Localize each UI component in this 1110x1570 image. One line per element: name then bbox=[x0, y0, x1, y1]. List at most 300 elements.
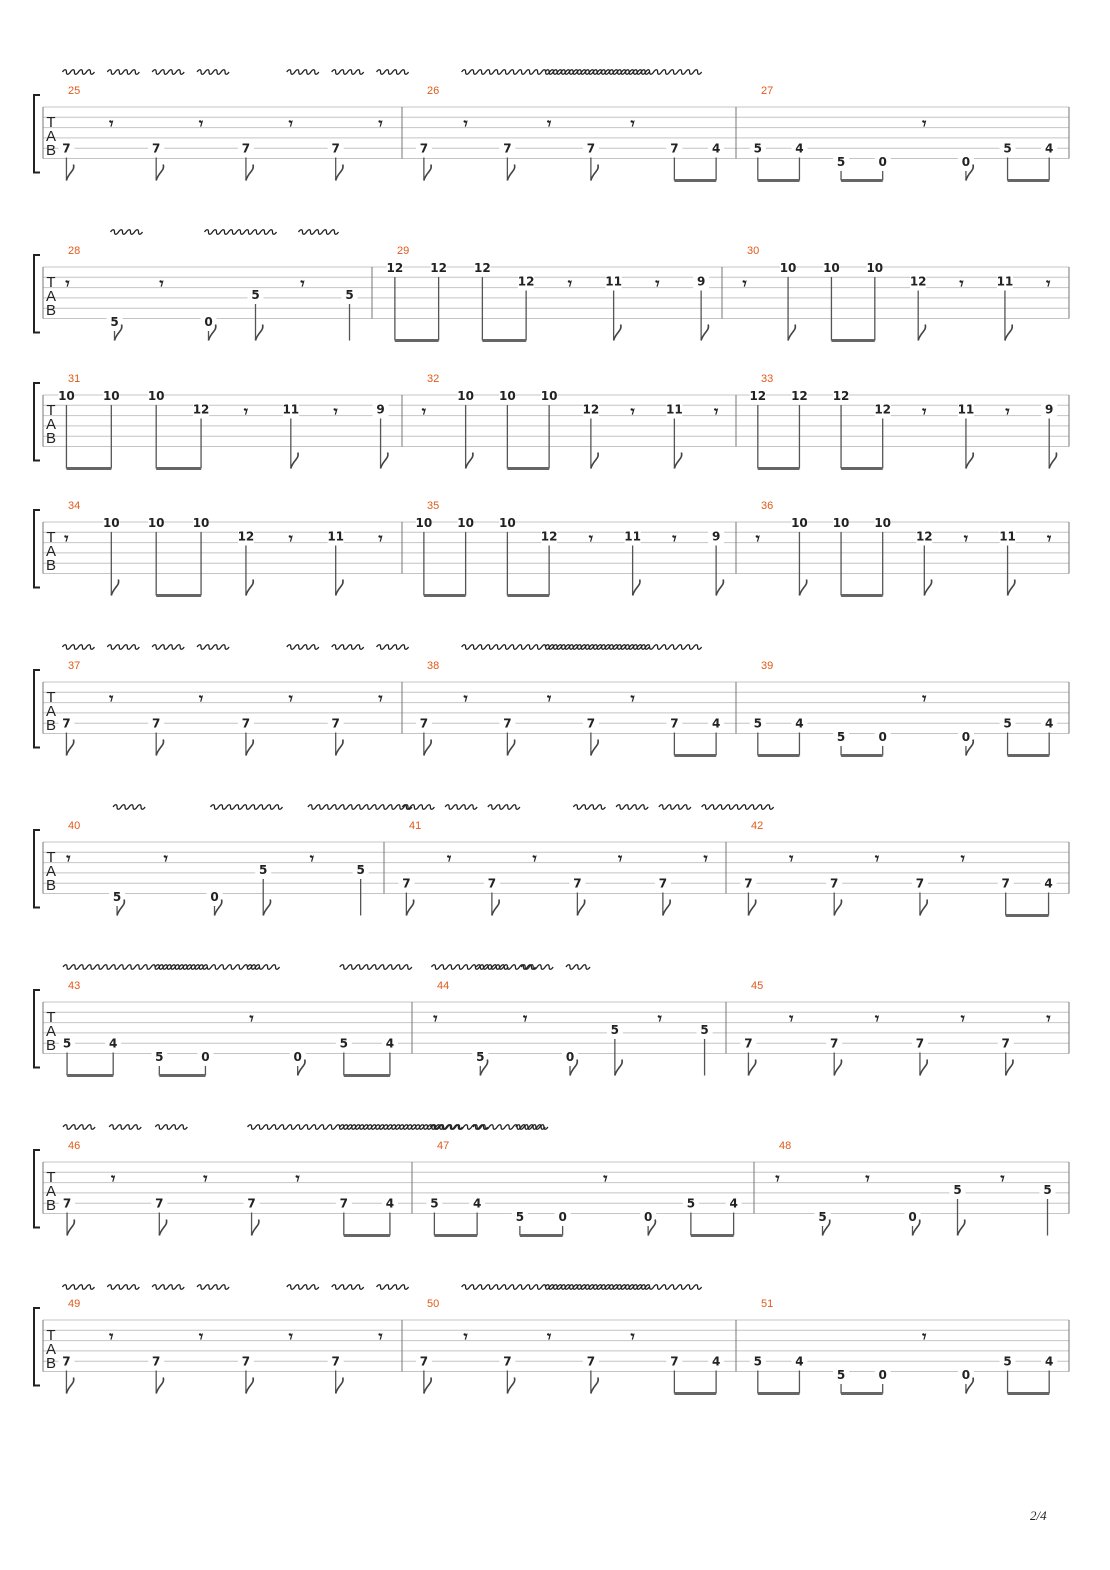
eighth-rest: 𝄾 bbox=[1046, 1009, 1051, 1028]
eighth-rest: 𝄾 bbox=[960, 849, 965, 868]
fret-number: 7 bbox=[915, 876, 925, 891]
fret-number: 5 bbox=[753, 141, 762, 156]
note-flag bbox=[156, 165, 163, 181]
vibrato-mark bbox=[445, 805, 477, 810]
fret-number: 4 bbox=[711, 716, 721, 731]
fret-number: 9 bbox=[711, 529, 721, 544]
fret-number: 0 bbox=[961, 730, 971, 744]
note-flag bbox=[614, 325, 621, 341]
fret-number: 5 bbox=[430, 1196, 439, 1211]
fret-number: 12 bbox=[386, 261, 404, 275]
eighth-rest: 𝄾 bbox=[243, 402, 249, 421]
note-flag bbox=[834, 1060, 841, 1076]
fret-number: 10 bbox=[779, 261, 797, 275]
measure-number: 29 bbox=[397, 245, 410, 257]
tab-clef-letter: B bbox=[45, 302, 57, 319]
note-flag bbox=[256, 325, 263, 341]
fret-number: 7 bbox=[331, 716, 340, 731]
fret-number: 7 bbox=[586, 716, 596, 731]
measure-number: 28 bbox=[68, 245, 81, 257]
system-bracket bbox=[34, 95, 40, 173]
fret-number: 5 bbox=[953, 1183, 962, 1197]
measure-number: 42 bbox=[751, 820, 764, 832]
vibrato-mark bbox=[377, 645, 409, 650]
measure-number: 40 bbox=[68, 820, 81, 832]
vibrato-mark bbox=[197, 70, 229, 75]
tab-system bbox=[34, 805, 1069, 916]
note-flag bbox=[156, 1378, 163, 1394]
tab-clef-letter: B bbox=[45, 557, 57, 574]
tab-clef-letter: A bbox=[45, 703, 57, 720]
eighth-rest: 𝄾 bbox=[546, 1327, 552, 1346]
eighth-rest: 𝄾 bbox=[198, 689, 204, 708]
vibrato-mark bbox=[109, 1125, 141, 1130]
eighth-rest: 𝄾 bbox=[288, 529, 293, 548]
fret-number: 12 bbox=[237, 529, 255, 544]
fret-number: 12 bbox=[832, 389, 850, 403]
note-flag bbox=[246, 1378, 253, 1394]
vibrato-mark bbox=[287, 1285, 319, 1290]
fret-number: 5 bbox=[345, 288, 354, 302]
eighth-rest: 𝄾 bbox=[617, 849, 623, 868]
fret-number: 10 bbox=[823, 261, 840, 275]
eighth-rest: 𝄾 bbox=[1046, 274, 1051, 293]
fret-number: 7 bbox=[503, 716, 512, 731]
vibrato-mark bbox=[62, 645, 94, 650]
tab-clef-letter: T bbox=[46, 1009, 56, 1026]
fret-number: 7 bbox=[419, 1354, 429, 1369]
note-flag bbox=[246, 165, 253, 181]
fret-number: 7 bbox=[419, 141, 429, 156]
note-flag bbox=[252, 1220, 259, 1236]
fret-number: 4 bbox=[795, 716, 804, 731]
eighth-rest: 𝄾 bbox=[446, 849, 452, 868]
eighth-rest: 𝄾 bbox=[567, 274, 573, 293]
eighth-rest: 𝄾 bbox=[163, 849, 168, 868]
measure-number: 31 bbox=[68, 373, 81, 385]
fret-number: 0 bbox=[878, 155, 887, 169]
tab-clef-letter: T bbox=[46, 529, 56, 546]
fret-number: 4 bbox=[729, 1196, 738, 1211]
eighth-rest: 𝄾 bbox=[421, 402, 427, 421]
eighth-rest: 𝄾 bbox=[309, 849, 315, 868]
fret-number: 10 bbox=[832, 516, 850, 530]
fret-number: 0 bbox=[565, 1050, 575, 1064]
eighth-rest: 𝄾 bbox=[922, 402, 927, 421]
note-flag bbox=[633, 580, 640, 596]
eighth-rest: 𝄾 bbox=[288, 114, 293, 133]
measure-number: 36 bbox=[761, 500, 774, 512]
eighth-rest: 𝄾 bbox=[960, 1009, 965, 1028]
fret-number: 11 bbox=[957, 402, 975, 417]
fret-number: 7 bbox=[744, 1036, 753, 1051]
note-flag bbox=[1008, 580, 1015, 596]
note-flag bbox=[381, 453, 388, 469]
fret-number: 7 bbox=[152, 1354, 161, 1369]
fret-number: 5 bbox=[818, 1210, 827, 1224]
measure-number: 47 bbox=[437, 1140, 450, 1152]
system-bracket bbox=[34, 510, 40, 588]
tab-clef-letter: T bbox=[46, 1169, 56, 1186]
eighth-rest: 𝄾 bbox=[546, 689, 552, 708]
note-flag bbox=[920, 1060, 927, 1076]
note-flag bbox=[67, 1220, 74, 1236]
fret-number: 0 bbox=[643, 1210, 653, 1224]
vibrato-mark bbox=[62, 1285, 94, 1290]
measure-number: 43 bbox=[68, 980, 81, 992]
fret-number: 0 bbox=[201, 1050, 210, 1064]
eighth-rest: 𝄾 bbox=[922, 1327, 927, 1346]
vibrato-mark bbox=[377, 70, 409, 75]
vibrato-mark bbox=[340, 965, 412, 970]
fret-number: 7 bbox=[915, 1036, 925, 1051]
vibrato-mark bbox=[155, 1125, 187, 1130]
tab-clef-letter: B bbox=[45, 1037, 57, 1054]
eighth-rest: 𝄾 bbox=[713, 402, 719, 421]
fret-number: 7 bbox=[62, 1196, 72, 1211]
fret-number: 11 bbox=[282, 402, 300, 417]
measure-number: 26 bbox=[427, 85, 440, 97]
vibrato-mark bbox=[107, 645, 139, 650]
fret-number: 5 bbox=[1003, 716, 1012, 731]
fret-number: 7 bbox=[670, 1354, 679, 1369]
eighth-rest: 𝄾 bbox=[789, 1009, 794, 1028]
eighth-rest: 𝄾 bbox=[523, 1009, 528, 1028]
vibrato-mark bbox=[287, 70, 319, 75]
eighth-rest: 𝄾 bbox=[532, 849, 537, 868]
fret-number: 10 bbox=[58, 389, 75, 403]
eighth-rest: 𝄾 bbox=[1005, 402, 1010, 421]
fret-number: 5 bbox=[155, 1050, 164, 1064]
tab-clef-letter: T bbox=[46, 1327, 56, 1344]
note-flag bbox=[1005, 325, 1012, 341]
measure-number: 32 bbox=[427, 373, 440, 385]
vibrato-mark bbox=[152, 1285, 184, 1290]
fret-number: 11 bbox=[666, 402, 683, 417]
note-flag bbox=[424, 740, 431, 756]
fret-number: 5 bbox=[610, 1023, 620, 1037]
fret-number: 0 bbox=[558, 1210, 567, 1224]
fret-number: 10 bbox=[102, 516, 120, 530]
vibrato-mark bbox=[197, 645, 229, 650]
fret-number: 12 bbox=[915, 529, 933, 544]
vibrato-mark bbox=[107, 70, 139, 75]
fret-number: 4 bbox=[385, 1196, 395, 1211]
fret-number: 5 bbox=[700, 1023, 709, 1037]
vibrato-mark bbox=[616, 805, 648, 810]
tab-system bbox=[34, 70, 1069, 181]
eighth-rest: 𝄾 bbox=[775, 1169, 780, 1188]
fret-number: 9 bbox=[1045, 402, 1054, 417]
note-flag bbox=[507, 740, 514, 756]
note-flag bbox=[920, 900, 927, 916]
fret-number: 9 bbox=[376, 402, 385, 417]
eighth-rest: 𝄾 bbox=[288, 689, 293, 708]
fret-number: 12 bbox=[791, 389, 808, 403]
eighth-rest: 𝄾 bbox=[198, 114, 204, 133]
tab-clef-letter: B bbox=[45, 430, 57, 447]
note-flag bbox=[701, 325, 708, 341]
fret-number: 10 bbox=[457, 516, 474, 530]
fret-number: 5 bbox=[753, 1354, 762, 1369]
eighth-rest: 𝄾 bbox=[922, 689, 927, 708]
vibrato-mark bbox=[702, 805, 774, 810]
vibrato-mark bbox=[573, 805, 605, 810]
fret-number: 7 bbox=[1001, 1036, 1010, 1051]
fret-number: 4 bbox=[385, 1036, 395, 1051]
fret-number: 10 bbox=[540, 389, 558, 403]
fret-number: 4 bbox=[109, 1036, 118, 1051]
fret-number: 7 bbox=[830, 876, 839, 891]
eighth-rest: 𝄾 bbox=[874, 1009, 880, 1028]
note-flag bbox=[424, 165, 431, 181]
eighth-rest: 𝄾 bbox=[630, 402, 635, 421]
tab-system bbox=[34, 500, 1069, 596]
fret-number: 10 bbox=[415, 516, 433, 530]
fret-number: 5 bbox=[1003, 1354, 1012, 1369]
eighth-rest: 𝄾 bbox=[603, 1169, 608, 1188]
fret-number: 0 bbox=[908, 1210, 917, 1224]
tab-clef-letter: B bbox=[45, 1355, 57, 1372]
note-flag bbox=[159, 1220, 166, 1236]
fret-number: 11 bbox=[624, 529, 641, 544]
eighth-rest: 𝄾 bbox=[630, 114, 635, 133]
vibrato-mark bbox=[308, 805, 412, 810]
tab-clef-letter: T bbox=[46, 114, 56, 131]
system-bracket bbox=[34, 1308, 40, 1386]
fret-number: 5 bbox=[836, 730, 846, 744]
vibrato-mark bbox=[197, 1285, 229, 1290]
tab-clef-letter: A bbox=[45, 1023, 57, 1040]
fret-number: 10 bbox=[499, 516, 516, 530]
measure-number: 39 bbox=[761, 660, 774, 672]
system-bracket bbox=[34, 990, 40, 1068]
note-flag bbox=[336, 580, 343, 596]
fret-number: 5 bbox=[1003, 141, 1012, 156]
fret-number: 11 bbox=[605, 274, 622, 289]
vibrato-mark bbox=[63, 1125, 95, 1130]
eighth-rest: 𝄾 bbox=[64, 529, 69, 548]
system-bracket bbox=[34, 670, 40, 748]
fret-number: 12 bbox=[749, 389, 767, 403]
tab-system bbox=[34, 1285, 1069, 1394]
vibrato-mark bbox=[111, 230, 143, 235]
eighth-rest: 𝄾 bbox=[463, 689, 468, 708]
fret-number: 0 bbox=[878, 1368, 887, 1382]
fret-number: 5 bbox=[251, 288, 260, 302]
eighth-rest: 𝄾 bbox=[433, 1009, 438, 1028]
eighth-rest: 𝄾 bbox=[300, 274, 305, 293]
note-flag bbox=[291, 453, 298, 469]
eighth-rest: 𝄾 bbox=[789, 849, 794, 868]
fret-number: 5 bbox=[836, 155, 846, 169]
eighth-rest: 𝄾 bbox=[546, 114, 552, 133]
note-flag bbox=[674, 453, 681, 469]
fret-number: 5 bbox=[1043, 1183, 1052, 1197]
vibrato-mark bbox=[211, 805, 283, 810]
fret-number: 10 bbox=[499, 389, 516, 403]
fret-number: 10 bbox=[147, 516, 165, 530]
eighth-rest: 𝄾 bbox=[463, 114, 468, 133]
fret-number: 7 bbox=[331, 141, 340, 156]
fret-number: 7 bbox=[503, 141, 512, 156]
measure-number: 50 bbox=[427, 1298, 440, 1310]
fret-number: 0 bbox=[878, 730, 887, 744]
measure-number: 27 bbox=[761, 85, 774, 97]
fret-number: 7 bbox=[152, 716, 161, 731]
note-flag bbox=[424, 1378, 431, 1394]
fret-number: 7 bbox=[241, 141, 251, 156]
fret-number: 7 bbox=[152, 141, 161, 156]
note-flag bbox=[716, 580, 723, 596]
tab-clef-letter: B bbox=[45, 1197, 57, 1214]
fret-number: 7 bbox=[331, 1354, 340, 1369]
eighth-rest: 𝄾 bbox=[288, 1327, 293, 1346]
vibrato-mark bbox=[113, 805, 145, 810]
fret-number: 12 bbox=[430, 261, 447, 275]
tab-system bbox=[34, 645, 1069, 756]
fret-number: 0 bbox=[961, 155, 971, 169]
fret-number: 7 bbox=[573, 876, 582, 891]
note-flag bbox=[918, 325, 925, 341]
fret-number: 7 bbox=[658, 876, 668, 891]
eighth-rest: 𝄾 bbox=[630, 689, 635, 708]
tab-clef-letter: B bbox=[45, 877, 57, 894]
system-bracket bbox=[34, 830, 40, 908]
tab-clef-letter: B bbox=[45, 142, 57, 159]
measure-number: 30 bbox=[747, 245, 760, 257]
tab-system bbox=[34, 965, 1069, 1076]
fret-number: 10 bbox=[147, 389, 165, 403]
eighth-rest: 𝄾 bbox=[655, 274, 660, 293]
fret-number: 5 bbox=[686, 1196, 696, 1211]
system-bracket bbox=[34, 383, 40, 461]
fret-number: 4 bbox=[795, 141, 804, 156]
tab-clef-letter: B bbox=[45, 717, 57, 734]
note-flag bbox=[958, 1220, 965, 1236]
system-bracket bbox=[34, 255, 40, 333]
tab-clef-letter: A bbox=[45, 863, 57, 880]
fret-number: 7 bbox=[62, 716, 71, 731]
tab-clef-letter: T bbox=[46, 402, 56, 419]
note-flag bbox=[1006, 1060, 1013, 1076]
note-flag bbox=[834, 900, 841, 916]
vibrato-mark bbox=[488, 805, 520, 810]
fret-number: 10 bbox=[874, 516, 892, 530]
eighth-rest: 𝄾 bbox=[742, 274, 747, 293]
note-flag bbox=[507, 165, 514, 181]
fret-number: 7 bbox=[247, 1196, 256, 1211]
fret-number: 10 bbox=[192, 516, 210, 530]
fret-number: 11 bbox=[996, 274, 1014, 289]
fret-number: 5 bbox=[515, 1210, 525, 1224]
measure-number: 46 bbox=[68, 1140, 81, 1152]
fret-number: 12 bbox=[540, 529, 558, 544]
fret-number: 12 bbox=[517, 274, 535, 289]
vibrato-mark bbox=[332, 1285, 364, 1290]
vibrato-mark bbox=[659, 805, 691, 810]
measure-number: 41 bbox=[409, 820, 422, 832]
eighth-rest: 𝄾 bbox=[249, 1009, 254, 1028]
tab-clef-letter: A bbox=[45, 543, 57, 560]
note-flag bbox=[466, 453, 473, 469]
tab-clef-letter: T bbox=[46, 689, 56, 706]
fret-number: 4 bbox=[472, 1196, 482, 1211]
fret-number: 5 bbox=[110, 315, 119, 329]
fret-number: 5 bbox=[339, 1036, 348, 1051]
measure-number: 35 bbox=[427, 500, 440, 512]
note-flag bbox=[799, 580, 806, 596]
note-flag bbox=[336, 165, 343, 181]
measure-number: 37 bbox=[68, 660, 81, 672]
system-bracket bbox=[34, 1150, 40, 1228]
fret-number: 4 bbox=[795, 1354, 804, 1369]
note-flag bbox=[246, 740, 253, 756]
tab-system bbox=[34, 1125, 1069, 1236]
measure-number: 33 bbox=[761, 373, 774, 385]
eighth-rest: 𝄾 bbox=[588, 529, 594, 548]
fret-number: 12 bbox=[192, 402, 210, 417]
fret-number: 4 bbox=[1045, 1354, 1054, 1369]
fret-number: 11 bbox=[999, 529, 1016, 544]
eighth-rest: 𝄾 bbox=[159, 274, 164, 293]
eighth-rest: 𝄾 bbox=[65, 274, 70, 293]
note-flag bbox=[788, 325, 795, 341]
vibrato-mark bbox=[287, 645, 319, 650]
eighth-rest: 𝄾 bbox=[657, 1009, 662, 1028]
fret-number: 10 bbox=[866, 261, 884, 275]
note-flag bbox=[66, 740, 73, 756]
eighth-rest: 𝄾 bbox=[333, 402, 338, 421]
note-flag bbox=[591, 453, 598, 469]
note-flag bbox=[748, 900, 755, 916]
eighth-rest: 𝄾 bbox=[865, 1169, 870, 1188]
eighth-rest: 𝄾 bbox=[378, 529, 383, 548]
measure-number: 51 bbox=[761, 1298, 774, 1310]
vibrato-mark bbox=[152, 645, 184, 650]
vibrato-mark bbox=[332, 645, 364, 650]
fret-number: 0 bbox=[210, 890, 219, 904]
note-flag bbox=[966, 453, 973, 469]
note-flag bbox=[615, 1060, 622, 1076]
fret-number: 7 bbox=[241, 1354, 251, 1369]
fret-number: 7 bbox=[62, 141, 71, 156]
note-flag bbox=[591, 1378, 598, 1394]
vibrato-mark bbox=[566, 965, 590, 970]
vibrato-mark bbox=[377, 1285, 409, 1290]
note-flag bbox=[591, 740, 598, 756]
note-flag bbox=[748, 1060, 755, 1076]
note-flag bbox=[663, 900, 670, 916]
fret-number: 0 bbox=[204, 315, 213, 329]
eighth-rest: 𝄾 bbox=[703, 849, 708, 868]
note-flag bbox=[336, 1378, 343, 1394]
tab-system bbox=[34, 230, 1069, 341]
eighth-rest: 𝄾 bbox=[630, 1327, 635, 1346]
fret-number: 7 bbox=[339, 1196, 348, 1211]
eighth-rest: 𝄾 bbox=[959, 274, 964, 293]
note-flag bbox=[156, 740, 163, 756]
fret-number: 12 bbox=[582, 402, 600, 417]
eighth-rest: 𝄾 bbox=[1047, 529, 1052, 548]
measure-number: 48 bbox=[779, 1140, 792, 1152]
fret-number: 4 bbox=[711, 1354, 721, 1369]
note-flag bbox=[263, 900, 270, 916]
tab-clef-letter: T bbox=[46, 274, 56, 291]
note-flag bbox=[577, 900, 584, 916]
tab-clef-letter: A bbox=[45, 416, 57, 433]
fret-number: 10 bbox=[102, 389, 120, 403]
